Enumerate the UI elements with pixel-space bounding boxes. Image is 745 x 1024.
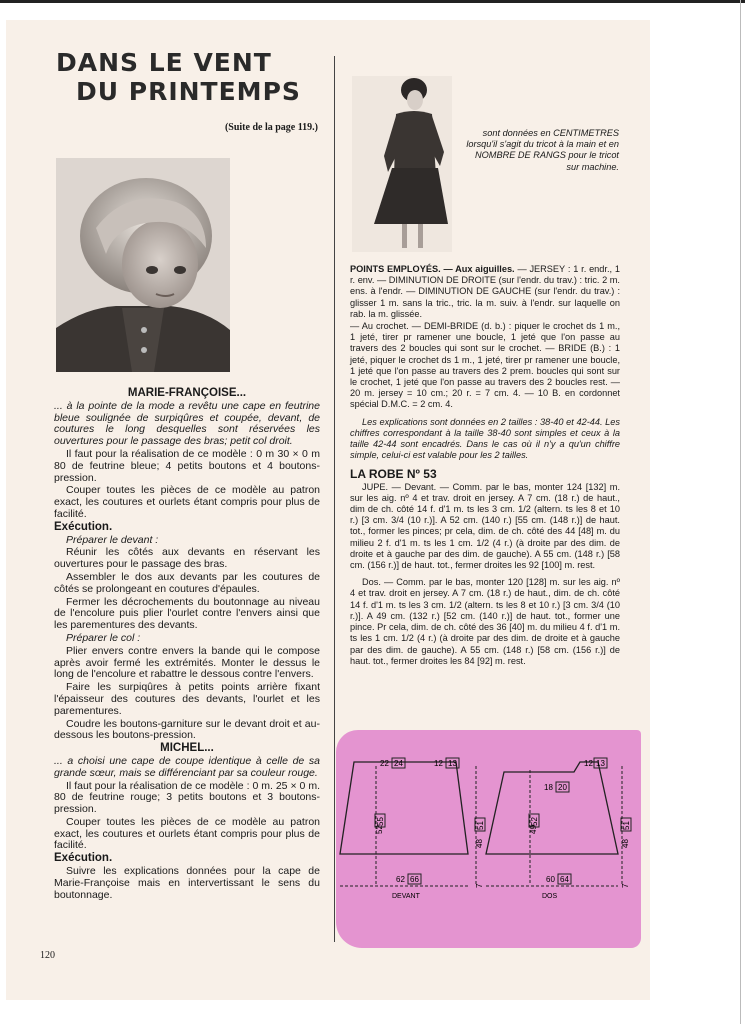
dos-bottom-box: 64 xyxy=(560,875,569,884)
devant-bottom: 62 xyxy=(396,875,405,884)
step-paragraph: Coudre les boutons-garniture sur le devant droit et au-dessous les boutons-pression. xyxy=(54,717,320,742)
devant-height-inner-box: 55 xyxy=(376,817,385,826)
devant-label: DEVANT xyxy=(392,893,420,900)
devant-height-outer-box: 51 xyxy=(476,821,485,830)
step-paragraph: Assembler le dos aux devants par les coutures de côtés se prolongeant en coutures d'épaules. xyxy=(54,570,320,595)
intro-marie-francoise: ... à la pointe de la mode a revêtu une cape en feutrine bleue soulignée de surpiqûres et coupée, devant, de coutures le long desquelles sont réservées les ouvertures pour le passage des bras; petit col droit. xyxy=(54,399,320,448)
crochet-paragraph: — Au crochet. — DEMI-BRIDE (d. b.) : piquer le crochet ds 1 m., 1 jeté, tirer pr ramener une boucle, 1 jeté que l'on passe au travers des 2 boucles qui sont sur le crochet. — BRIDE (B.) : 1 jeté, piquer le crochet ds 1 m., 1 jeté, tirer pr ramener une boucle, 1 jeté que l'on passe au travers des 2 prem. boucles qui sont sur le crochet, 1 jeté que l'on passe au travers des 2 boucles rest. — 20 m. jersey = 10 cm.; 20 r. = 7 cm. 4. — 10 B. en cordonnet spécial D.M.C. = 2 cm. 4. xyxy=(350,321,620,410)
points-text: — JERSEY : 1 r. endr., 1 r. env. — DIMINUTION DE DROITE (sur l'endr. du trav.) : tric. 2 m. ens. à l'endr. — DIMINUTION DE GAUCHE (sur l'endr. du trav.) : glisser 1 m. sans la tric., tric. la m. suiv. à l'endr. sur laquelle on rab. la m. glissée. xyxy=(350,264,620,319)
robe-heading: LA ROBE Nº 53 xyxy=(350,467,437,482)
devant-top-left-box: 24 xyxy=(394,759,403,768)
devant-pattern xyxy=(340,758,485,900)
dos-height-inner: 49 xyxy=(529,825,538,834)
dos-dart-box: 20 xyxy=(558,783,567,792)
dos-height-inner-box: 52 xyxy=(530,817,539,826)
model-photo xyxy=(352,76,452,252)
intro-michel: ... a choisi une cape de coupe identique à celle de sa grande sœur, mais se différenciant par sa couleur rouge. xyxy=(54,754,320,779)
dos-top-right-box: 13 xyxy=(596,759,605,768)
dos-pattern xyxy=(486,758,631,900)
doll-photo xyxy=(56,158,230,372)
title-line-1: DANS LE VENT xyxy=(56,48,272,77)
step-paragraph: Fermer les décrochements du boutonnage au niveau de l'encolure puis plier l'ourlet contre l'envers ainsi que les parementures des devants. xyxy=(54,595,320,632)
heading-michel: MICHEL... xyxy=(160,742,214,755)
units-note: sont données en CENTIMETRES lorsqu'il s'agit du tricot à la main et en NOMBRE DE RANGS pour le tricot sur machine. xyxy=(466,128,619,172)
devant-hem: 7 xyxy=(475,883,484,888)
subheading-devant: Préparer le devant : xyxy=(66,533,159,546)
right-intro xyxy=(461,128,619,174)
execution-heading: Exécution. xyxy=(54,852,113,865)
dos-dart: 18 xyxy=(544,783,553,792)
materials-paragraph: Il faut pour la réalisation de ce modèle : 0 m 30 × 0 m 80 de feutrine bleue; 4 petits boutons et 4 boutons-pression. xyxy=(54,447,320,484)
right-edge xyxy=(740,0,741,1024)
pattern-diagram-panel xyxy=(336,730,641,948)
page-number: 120 xyxy=(40,950,55,961)
step-paragraph: Suivre les explications données pour la cape de Marie-Françoise mais en intervertissant le sens du boutonnage. xyxy=(54,865,320,901)
right-column xyxy=(350,264,620,668)
dos-label: DOS xyxy=(542,893,558,900)
devant-top-right-box: 13 xyxy=(448,759,457,768)
devant-top-right: 12 xyxy=(434,759,443,768)
dos-top-right: 12 xyxy=(584,759,593,768)
dos-height-outer: 48 xyxy=(621,839,630,848)
dos-bottom: 60 xyxy=(546,875,555,884)
points-heading: POINTS EMPLOYÉS. — Aux aiguilles. xyxy=(350,264,515,274)
devant-height-inner: 52 xyxy=(375,825,384,834)
cutting-paragraph: Couper toutes les pièces de ce modèle au patron exact, les coutures et ourlets étant compris pour plus de facilité. xyxy=(54,815,320,852)
dos-hem: 7 xyxy=(621,883,630,888)
title-line-2: DU PRINTEMPS xyxy=(76,77,301,106)
devant-bottom-box: 66 xyxy=(410,875,419,884)
heading-marie-francoise: MARIE-FRANÇOISE... xyxy=(127,387,247,399)
dos-paragraph: Dos. — Comm. par le bas, monter 120 [128] m. sur les aig. nº 4 et trav. droit en jersey. A 7 cm. (18 r.) de haut., dim. de ch. côté 14 f. d'1 m. ts les 3 cm. 1/2 (altern. ts les 8 et 10 r.) [3 cm. 3/4 (10 r.)]. A 49 cm. (132 r.) [52 cm. (140 r.)] de haut. tot., former une pince. Pr cela, dim. de ch. côté des 36 [40] m. du milieu 4 f. d'1 m. ts les 1 cm. 1/2 (4 r.) (à droite par des dim. de droite et à gauche par des dim. de gauche). A 55 cm. (148 r.) [58 cm. (156 r.)] de haut. tot., fermer droites les 84 [92] m. rest. xyxy=(350,577,620,666)
step-paragraph: Plier envers contre envers la bande qui le compose après avoir fermé les extrémités. Monter le dessus le long de l'encolure et rabattre le dessous contre l'envers. xyxy=(54,644,320,681)
step-paragraph: Réunir les côtés aux devants en réservant les ouvertures pour le passage des bras. xyxy=(54,546,320,571)
execution-heading: Exécution. xyxy=(54,520,113,533)
continued-note: (Suite de la page 119.) xyxy=(224,122,318,133)
cutting-paragraph: Couper toutes les pièces de ce modèle au patron exact, les coutures et ourlets étant compris pour plus de facilité. xyxy=(54,484,320,520)
left-column xyxy=(54,388,320,902)
sizes-note: Les explications sont données en 2 tailles : 38-40 et 42-44. Les chiffres correspondant à la taille 38-40 sont simples et ceux à la taille 42-44 sont encadrés. Dans le cas où il n'y a qu'un chiffre simple, celui-ci est valable pour les 2 tailles. xyxy=(350,416,620,461)
devant-top-left: 22 xyxy=(380,759,389,768)
points-paragraph xyxy=(350,264,620,320)
page-title xyxy=(56,48,326,106)
column-divider xyxy=(334,56,335,942)
dos-height-outer-box: 51 xyxy=(622,821,631,830)
top-border xyxy=(0,0,745,3)
subheading-col: Préparer le col : xyxy=(66,631,141,644)
jupe-paragraph: JUPE. — Devant. — Comm. par le bas, monter 124 [132] m. sur les aig. nº 4 et trav. droit en jersey. A 7 cm. (18 r.) de haut., dim de ch. côté 14 f. d'1 m. ts les 3 cm. 1/2 (altern. ts les 8 et 10 r.) [3 cm. 3/4 (10 r.)]. A 52 cm. (140 r.) [55 cm. (148 r.)] de haut. tot., former les pinces; pr cela, dim. de ch. côté des 44 [48] m. du milieu 2 f. d'1 m. ts les 1 cm. 1/2 (4 r.) (à droite par des dim. de droite et à gauche par des dim. de gauche). A 55 cm. (148 r.) [58 cm. (156 r.)] de haut. tot., fermer droites les 92 [100] m. rest. xyxy=(350,481,620,571)
materials-paragraph: Il faut pour la réalisation de ce modèle : 0 m. 25 × 0 m. 80 de feutrine rouge; 3 petits boutons et 3 boutons-pression. xyxy=(54,779,320,816)
step-paragraph: Faire les surpiqûres à petits points arrière fixant l'épaisseur des coutures des devants, l'ourlet et les parementures. xyxy=(54,681,320,717)
devant-height-outer: 48 xyxy=(475,839,484,848)
